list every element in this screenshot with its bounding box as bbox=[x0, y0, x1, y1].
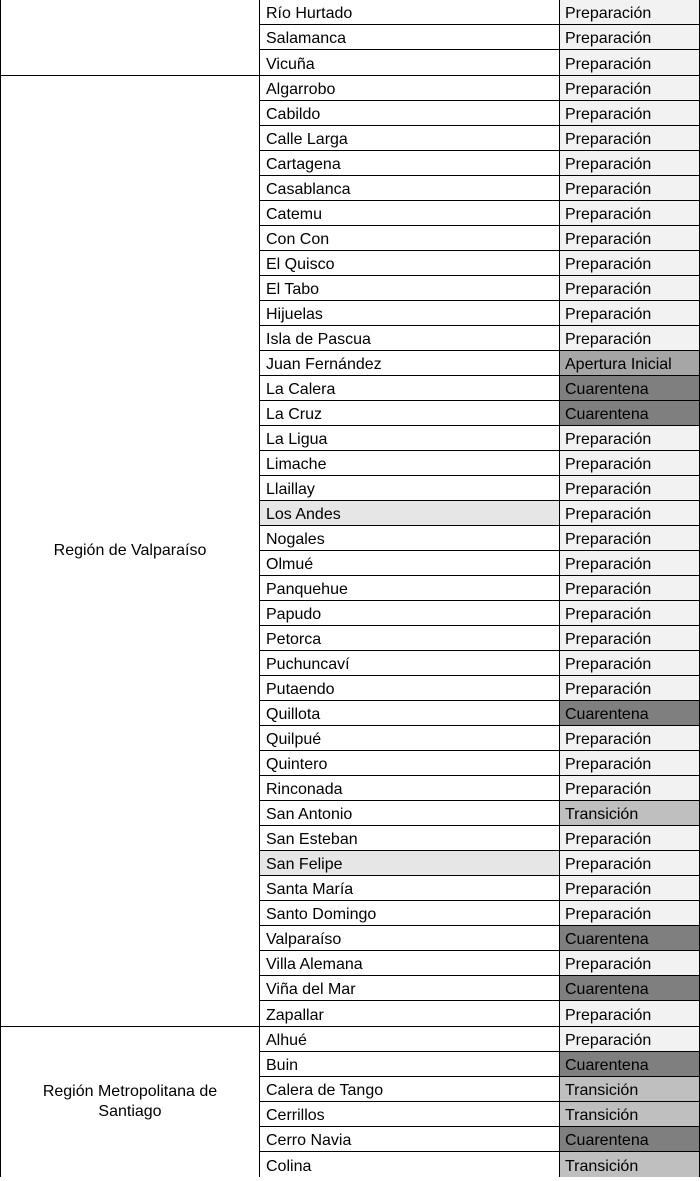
commune-name: Limache bbox=[260, 451, 560, 475]
table-row bbox=[260, 1102, 700, 1127]
commune-name: Panquehue bbox=[260, 576, 560, 600]
commune-name: San Felipe bbox=[260, 851, 560, 875]
phase-status: Preparación bbox=[560, 326, 700, 350]
commune-name: Santo Domingo bbox=[260, 901, 560, 925]
table-row bbox=[260, 126, 700, 151]
table-row bbox=[260, 351, 700, 376]
commune-name: Catemu bbox=[260, 201, 560, 225]
phase-status: Preparación bbox=[560, 25, 700, 49]
phase-status: Preparación bbox=[560, 176, 700, 200]
phase-status: Preparación bbox=[560, 626, 700, 650]
phase-status: Preparación bbox=[560, 676, 700, 700]
table-row bbox=[260, 576, 700, 601]
table-row bbox=[260, 1001, 700, 1026]
commune-name: Juan Fernández bbox=[260, 351, 560, 375]
table-row bbox=[260, 176, 700, 201]
table-row bbox=[260, 826, 700, 851]
phase-status: Transición bbox=[560, 801, 700, 825]
table-row bbox=[260, 1027, 700, 1052]
phase-status: Preparación bbox=[560, 226, 700, 250]
table-row bbox=[260, 951, 700, 976]
phase-status: Preparación bbox=[560, 901, 700, 925]
phase-status: Preparación bbox=[560, 76, 700, 100]
commune-name: Colina bbox=[260, 1152, 560, 1177]
phase-status: Preparación bbox=[560, 50, 700, 75]
table-row bbox=[260, 901, 700, 926]
commune-name: Alhué bbox=[260, 1027, 560, 1051]
commune-name: La Cruz bbox=[260, 401, 560, 425]
table-row bbox=[260, 526, 700, 551]
commune-name: Buin bbox=[260, 1052, 560, 1076]
commune-name: Santa María bbox=[260, 876, 560, 900]
commune-name: Quillota bbox=[260, 701, 560, 725]
region-name: Región Metropolitana de Santiago bbox=[0, 1027, 260, 1177]
commune-name: Cerro Navia bbox=[260, 1127, 560, 1151]
commune-name: Llaillay bbox=[260, 476, 560, 500]
phase-status: Transición bbox=[560, 1102, 700, 1126]
table-row bbox=[260, 0, 700, 25]
table-row bbox=[260, 301, 700, 326]
phase-status: Preparación bbox=[560, 101, 700, 125]
table-row bbox=[260, 926, 700, 951]
commune-name: Puchuncaví bbox=[260, 651, 560, 675]
phase-status: Cuarentena bbox=[560, 401, 700, 425]
commune-name: Con Con bbox=[260, 226, 560, 250]
phase-status: Cuarentena bbox=[560, 1052, 700, 1076]
table-row bbox=[260, 551, 700, 576]
region-block bbox=[0, 1026, 700, 1177]
phase-status: Preparación bbox=[560, 526, 700, 550]
region-block bbox=[0, 75, 700, 1026]
table-row bbox=[260, 326, 700, 351]
commune-name: Los Andes bbox=[260, 501, 560, 525]
table-row bbox=[260, 1077, 700, 1102]
commune-name: Villa Alemana bbox=[260, 951, 560, 975]
phase-status: Preparación bbox=[560, 451, 700, 475]
table-row bbox=[260, 801, 700, 826]
commune-name: Petorca bbox=[260, 626, 560, 650]
table-row bbox=[260, 701, 700, 726]
phase-status: Preparación bbox=[560, 1001, 700, 1026]
table-row bbox=[260, 976, 700, 1001]
phase-status: Preparación bbox=[560, 201, 700, 225]
phase-status: Preparación bbox=[560, 151, 700, 175]
table-row bbox=[260, 1052, 700, 1077]
table-row bbox=[260, 376, 700, 401]
phase-status: Cuarentena bbox=[560, 976, 700, 1000]
table-row bbox=[260, 776, 700, 801]
table-row bbox=[260, 151, 700, 176]
commune-name: Rinconada bbox=[260, 776, 560, 800]
commune-name: Isla de Pascua bbox=[260, 326, 560, 350]
commune-name: San Esteban bbox=[260, 826, 560, 850]
phase-status: Preparación bbox=[560, 251, 700, 275]
commune-name: Cerrillos bbox=[260, 1102, 560, 1126]
commune-name: Viña del Mar bbox=[260, 976, 560, 1000]
commune-list bbox=[260, 0, 700, 75]
table-row bbox=[260, 201, 700, 226]
phase-status: Cuarentena bbox=[560, 701, 700, 725]
phase-status: Transición bbox=[560, 1077, 700, 1101]
phase-status: Preparación bbox=[560, 276, 700, 300]
table-row bbox=[260, 651, 700, 676]
phase-status: Preparación bbox=[560, 551, 700, 575]
phase-status: Preparación bbox=[560, 726, 700, 750]
phase-status: Preparación bbox=[560, 826, 700, 850]
commune-name: El Quisco bbox=[260, 251, 560, 275]
commune-name: Quilpué bbox=[260, 726, 560, 750]
table-row bbox=[260, 851, 700, 876]
table-row bbox=[260, 1152, 700, 1177]
phase-status: Preparación bbox=[560, 751, 700, 775]
phase-status: Cuarentena bbox=[560, 376, 700, 400]
commune-name: Algarrobo bbox=[260, 76, 560, 100]
commune-name: Cartagena bbox=[260, 151, 560, 175]
phase-status: Preparación bbox=[560, 576, 700, 600]
table-row bbox=[260, 876, 700, 901]
phase-status: Preparación bbox=[560, 951, 700, 975]
phase-status: Preparación bbox=[560, 776, 700, 800]
phase-status: Cuarentena bbox=[560, 1127, 700, 1151]
table-row bbox=[260, 676, 700, 701]
commune-name: Papudo bbox=[260, 601, 560, 625]
commune-name: Cabildo bbox=[260, 101, 560, 125]
commune-name: Vicuña bbox=[260, 50, 560, 75]
table-row bbox=[260, 101, 700, 126]
region-name bbox=[0, 0, 260, 75]
commune-name: Hijuelas bbox=[260, 301, 560, 325]
commune-name: San Antonio bbox=[260, 801, 560, 825]
table-row bbox=[260, 601, 700, 626]
commune-name: Salamanca bbox=[260, 25, 560, 49]
phase-status: Preparación bbox=[560, 0, 700, 24]
phase-status: Cuarentena bbox=[560, 926, 700, 950]
phase-status: Preparación bbox=[560, 426, 700, 450]
commune-list bbox=[260, 76, 700, 1026]
commune-name: Olmué bbox=[260, 551, 560, 575]
table-row bbox=[260, 50, 700, 75]
table-row bbox=[260, 401, 700, 426]
table-row bbox=[260, 276, 700, 301]
table-row bbox=[260, 501, 700, 526]
phase-status: Preparación bbox=[560, 876, 700, 900]
phase-status: Preparación bbox=[560, 501, 700, 525]
table-row bbox=[260, 726, 700, 751]
table-row bbox=[260, 76, 700, 101]
commune-name: La Ligua bbox=[260, 426, 560, 450]
phase-status: Apertura Inicial bbox=[560, 351, 700, 375]
commune-name: Valparaíso bbox=[260, 926, 560, 950]
table-row bbox=[260, 226, 700, 251]
commune-name: Río Hurtado bbox=[260, 0, 560, 24]
commune-name: Quintero bbox=[260, 751, 560, 775]
commune-name: Calle Larga bbox=[260, 126, 560, 150]
commune-name: Zapallar bbox=[260, 1001, 560, 1026]
phase-status: Preparación bbox=[560, 601, 700, 625]
commune-name: Putaendo bbox=[260, 676, 560, 700]
table-row bbox=[260, 25, 700, 50]
table-row bbox=[260, 476, 700, 501]
phase-status: Preparación bbox=[560, 851, 700, 875]
table-row bbox=[260, 626, 700, 651]
phase-status: Transición bbox=[560, 1152, 700, 1177]
phase-status: Preparación bbox=[560, 126, 700, 150]
region-name: Región de Valparaíso bbox=[0, 76, 260, 1026]
commune-name: Casablanca bbox=[260, 176, 560, 200]
commune-list bbox=[260, 1027, 700, 1177]
phase-status: Preparación bbox=[560, 301, 700, 325]
table-row bbox=[260, 451, 700, 476]
commune-name: La Calera bbox=[260, 376, 560, 400]
table-row bbox=[260, 426, 700, 451]
phase-status: Preparación bbox=[560, 651, 700, 675]
phase-status: Preparación bbox=[560, 476, 700, 500]
commune-name: Calera de Tango bbox=[260, 1077, 560, 1101]
region-block bbox=[0, 0, 700, 75]
table-row bbox=[260, 751, 700, 776]
phase-status: Preparación bbox=[560, 1027, 700, 1051]
commune-name: Nogales bbox=[260, 526, 560, 550]
table-row bbox=[260, 1127, 700, 1152]
commune-name: El Tabo bbox=[260, 276, 560, 300]
table-row bbox=[260, 251, 700, 276]
